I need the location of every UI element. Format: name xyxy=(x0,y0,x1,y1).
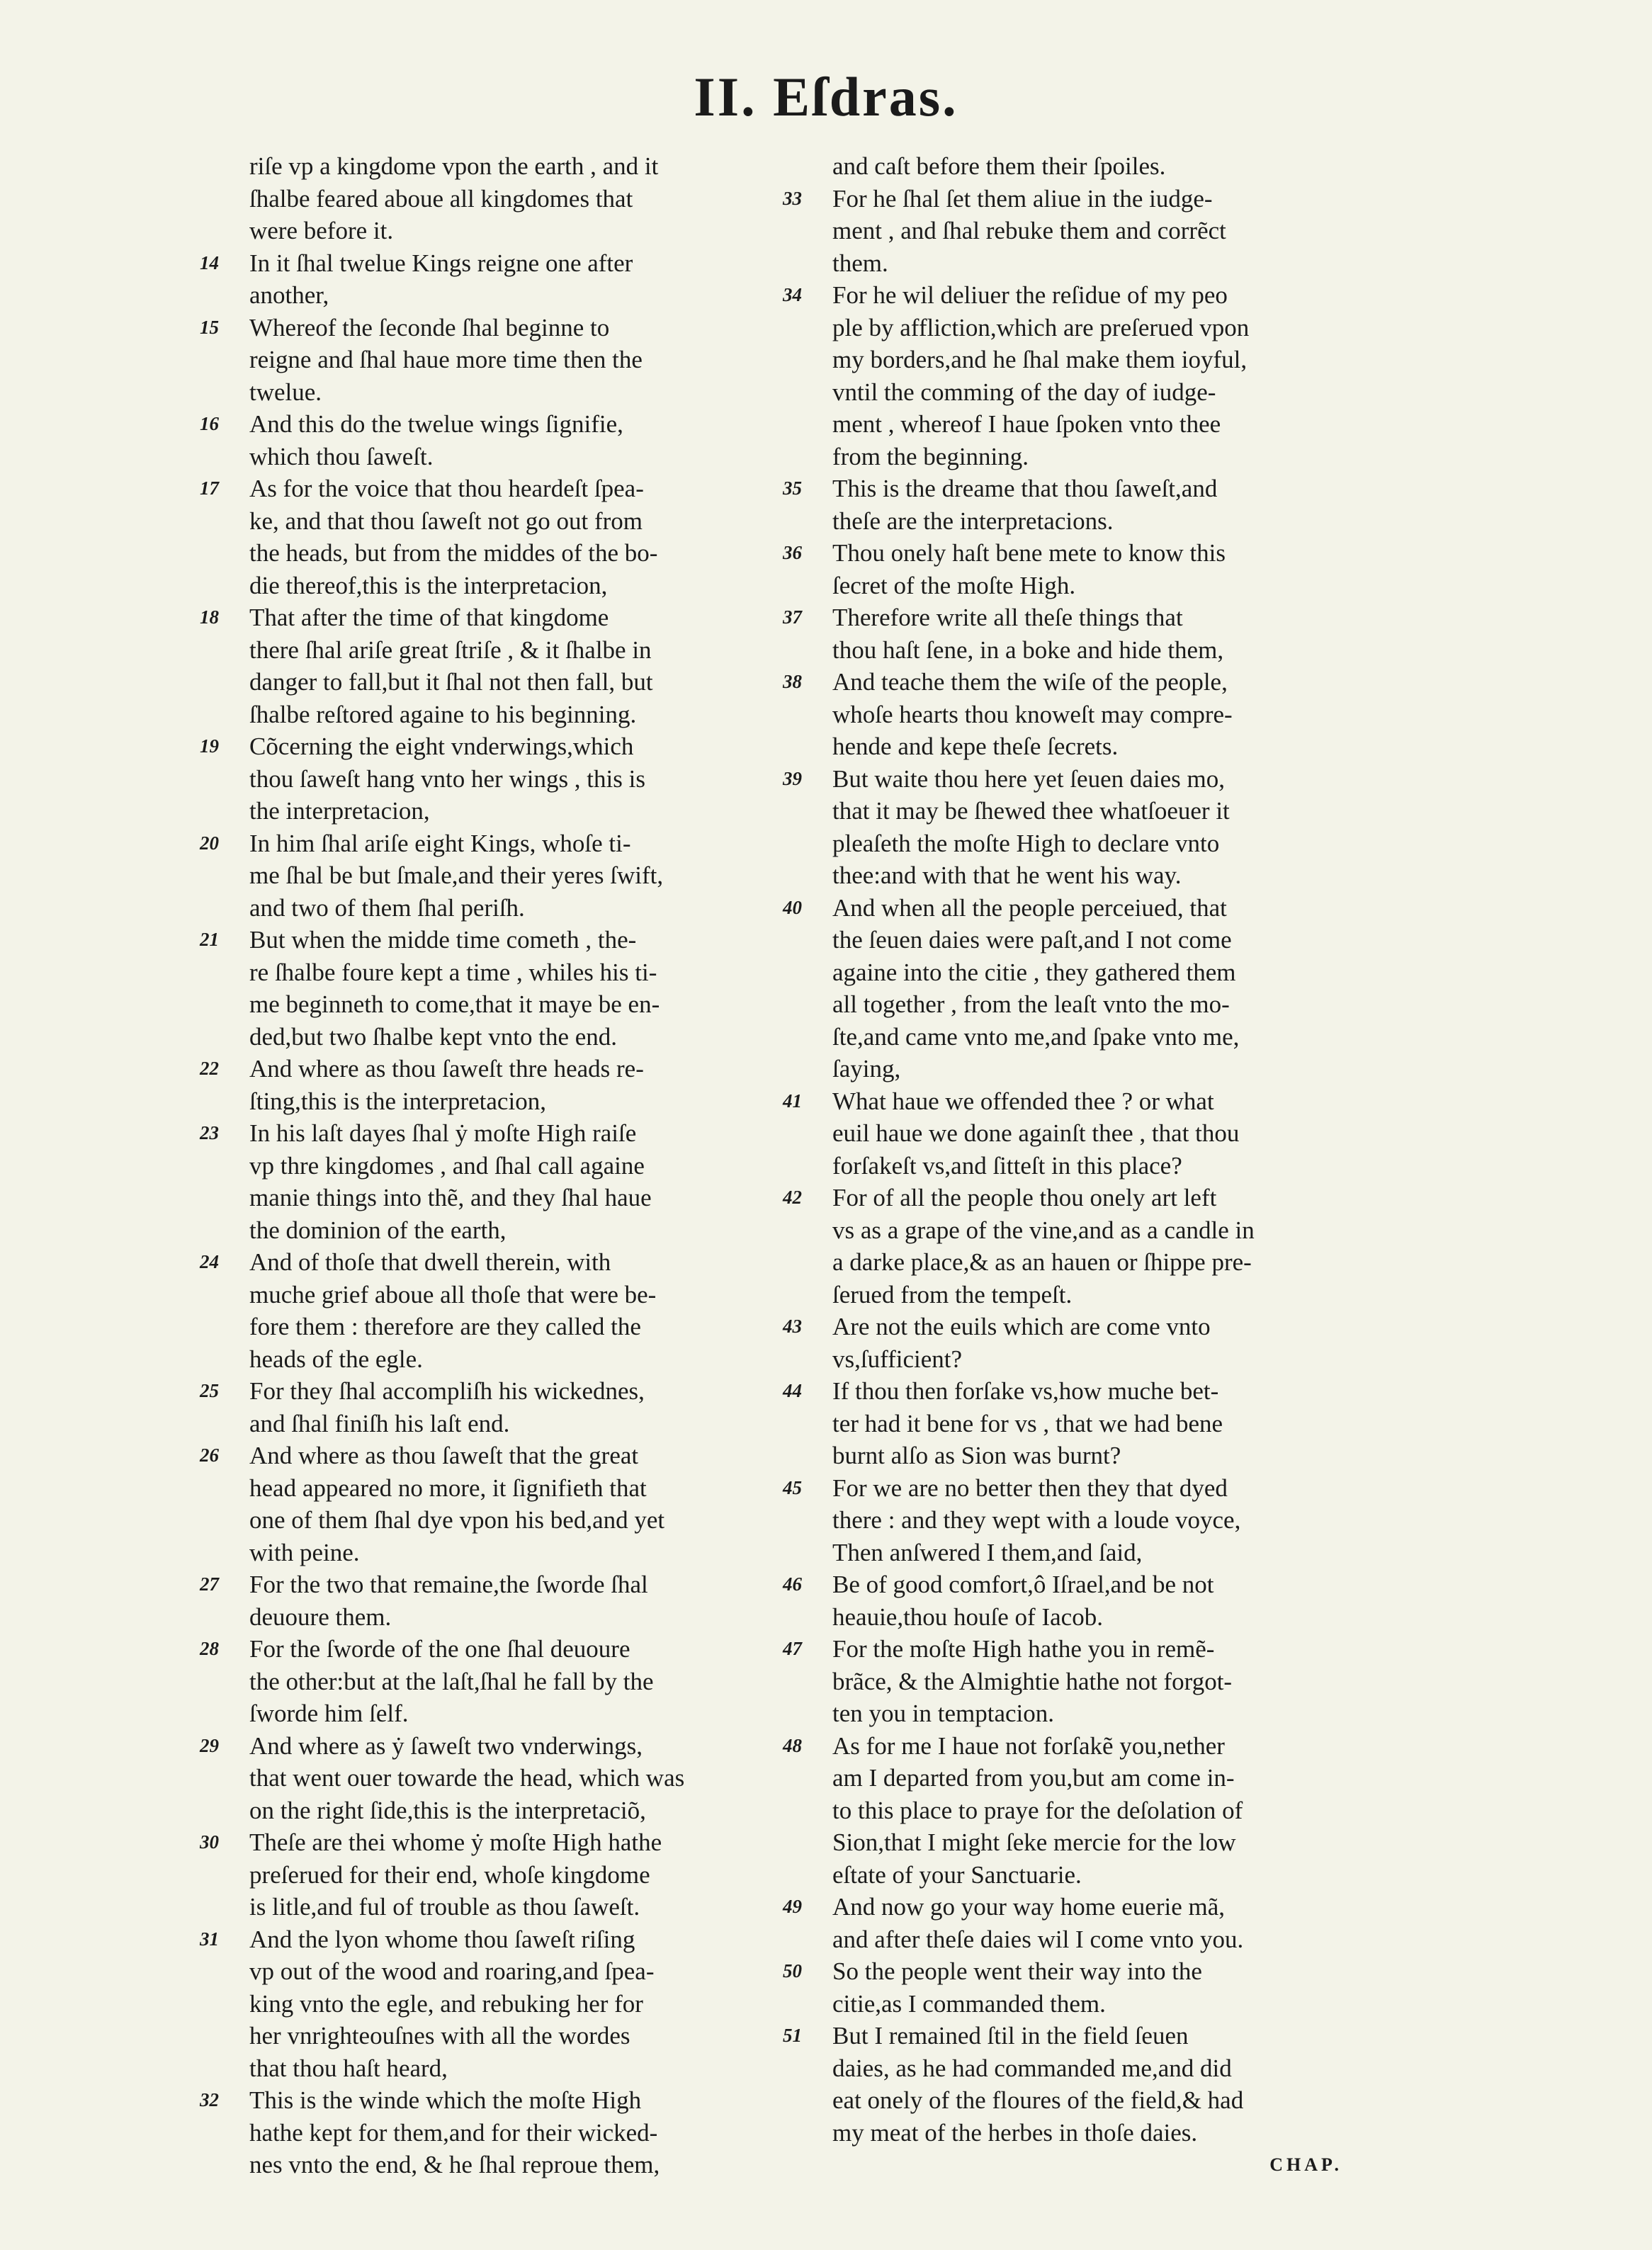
text-line xyxy=(783,312,1342,344)
text-line xyxy=(783,1568,1342,1601)
line-text: daies, as he had commanded me,and did xyxy=(832,2054,1232,2082)
text-line xyxy=(200,1311,759,1343)
line-text: danger to fall,but it ſhal not then fall, but xyxy=(249,668,653,696)
line-text: hende and kepe theſe ſecrets. xyxy=(832,733,1119,760)
line-text: pleaſeth the moſte High to declare vnto xyxy=(832,829,1220,857)
line-text: burnt alſo as Sion was burnt? xyxy=(832,1442,1121,1469)
line-text: there : and they wept with a loude voyce, xyxy=(832,1506,1241,1534)
line-text: my borders,and he ſhal make them ioyful, xyxy=(832,346,1248,373)
text-line xyxy=(200,988,759,1021)
line-text: What haue we offended thee ? or what xyxy=(832,1087,1214,1115)
verse-number: 31 xyxy=(200,1928,219,1950)
line-text: And where as thou ſaweſt thre heads re- xyxy=(249,1055,644,1082)
verse-number: 33 xyxy=(783,187,802,209)
text-line xyxy=(783,956,1342,989)
text-line xyxy=(783,247,1342,280)
line-text: heauie,thou houſe of Iacob. xyxy=(832,1602,1103,1631)
line-text: ſerued from the tempeſt. xyxy=(832,1280,1073,1308)
line-text: forſakeſt vs,and ſitteſt in this place? xyxy=(832,1151,1182,1180)
line-text: eſtate of your Sanctuarie. xyxy=(832,1860,1082,1889)
text-line xyxy=(783,1311,1342,1343)
line-text: ſting,this is the interpretacion, xyxy=(249,1087,546,1115)
text-line xyxy=(783,827,1342,860)
text-line xyxy=(783,1085,1342,1118)
line-text: And the lyon whome thou ſaweſt riſing xyxy=(249,1925,635,1953)
text-line xyxy=(200,1568,759,1601)
text-line xyxy=(783,1826,1342,1859)
text-line xyxy=(200,1246,759,1279)
line-text: For they ſhal accompliſh his wickednes, xyxy=(249,1377,645,1405)
line-text: Therefore write all theſe things that xyxy=(832,604,1183,631)
line-text: is litle,and ful of trouble as thou ſaweſt. xyxy=(249,1893,640,1921)
text-line xyxy=(783,634,1342,667)
text-line xyxy=(200,1214,759,1247)
line-text: my meat of the herbes in thoſe daies. xyxy=(832,2118,1198,2147)
text-line xyxy=(783,1440,1342,1472)
text-line xyxy=(783,924,1342,956)
text-line xyxy=(200,634,759,667)
line-text: heads of the egle. xyxy=(249,1345,423,1373)
text-line xyxy=(200,1440,759,1472)
line-text: muche grief aboue all thoſe that were be- xyxy=(249,1280,657,1308)
text-line xyxy=(200,183,759,215)
text-line xyxy=(200,827,759,860)
line-text: thou haſt ſene, in a boke and hide them, xyxy=(832,635,1224,664)
text-line xyxy=(200,956,759,989)
line-text: For the two that remaine,the ſworde ſhal xyxy=(249,1571,648,1598)
text-line xyxy=(783,279,1342,312)
text-line xyxy=(200,1891,759,1923)
line-text: And teache them the wiſe of the people, xyxy=(832,668,1228,696)
text-line xyxy=(200,150,759,183)
verse-number: 16 xyxy=(200,413,219,434)
line-text: thee:and with that he went his way. xyxy=(832,861,1182,889)
line-text: euil haue we done againſt thee , that thou xyxy=(832,1119,1240,1147)
line-text: And where as thou ſaweſt that the great xyxy=(249,1442,639,1469)
text-line xyxy=(783,730,1342,763)
catchword: CHAP. xyxy=(1269,2154,1342,2175)
text-line xyxy=(783,1923,1342,1956)
line-text: vs,ſufficient? xyxy=(832,1345,963,1373)
verse-number: 30 xyxy=(200,1831,219,1853)
text-line xyxy=(200,505,759,538)
line-text: ter had it bene for vs , that we had bene xyxy=(832,1409,1223,1437)
line-text: vp thre kingdomes , and ſhal call againe xyxy=(249,1151,645,1180)
text-line xyxy=(200,730,759,763)
text-line xyxy=(200,1408,759,1440)
line-text: twelue. xyxy=(249,378,322,406)
line-text: ſecret of the moſte High. xyxy=(832,571,1076,599)
line-text: whoſe hearts thou knoweſt may compre- xyxy=(832,700,1233,728)
line-text: fore them : therefore are they called the xyxy=(249,1313,641,1340)
verse-number: 46 xyxy=(783,1573,802,1595)
verse-number: 47 xyxy=(783,1638,802,1659)
line-text: and caſt before them their ſpoiles. xyxy=(832,152,1166,180)
line-text: all together , from the leaſt vnto the mo- xyxy=(832,990,1230,1018)
text-line xyxy=(200,408,759,441)
line-text: deuoure them. xyxy=(249,1602,392,1631)
verse-number: 22 xyxy=(200,1058,219,1079)
verse-number: 45 xyxy=(783,1476,802,1498)
line-text: Whereof the ſeconde ſhal beginne to xyxy=(249,313,610,341)
verse-number: 20 xyxy=(200,832,219,854)
text-line xyxy=(783,570,1342,602)
text-line xyxy=(200,1504,759,1537)
verse-number: 49 xyxy=(783,1896,802,1917)
text-line xyxy=(783,183,1342,215)
line-text: that thou haſt heard, xyxy=(249,2054,448,2082)
line-text: theſe are the interpretacions. xyxy=(832,507,1114,535)
page-title: II. Eſdras. xyxy=(694,66,958,128)
verse-number: 24 xyxy=(200,1251,219,1272)
text-line xyxy=(783,408,1342,441)
line-text: me beginneth to come,that it maye be en- xyxy=(249,990,660,1018)
text-line xyxy=(200,312,759,344)
line-text: For the moſte High hathe you in remẽ- xyxy=(832,1635,1215,1663)
verse-number: 25 xyxy=(200,1380,219,1401)
line-text: riſe vp a kingdome vpon the earth , and it xyxy=(249,152,659,180)
line-text: vs as a grape of the vine,and as a candle in xyxy=(832,1216,1255,1244)
right-column xyxy=(783,150,1342,2181)
line-text: Are not the euils which are come vnto xyxy=(832,1313,1211,1340)
text-line xyxy=(200,473,759,505)
text-line xyxy=(783,892,1342,925)
text-line xyxy=(783,1762,1342,1794)
verse-number: 21 xyxy=(200,929,219,950)
verse-number: 51 xyxy=(783,2025,802,2046)
line-text: As for the voice that thou heardeſt ſpea- xyxy=(249,475,644,502)
text-line xyxy=(200,1730,759,1763)
verse-number: 19 xyxy=(200,735,219,757)
line-text: nes vnto the end, & he ſhal reproue them, xyxy=(249,2151,660,2178)
text-line xyxy=(200,1021,759,1053)
verse-number: 14 xyxy=(200,251,219,273)
verse-number: 40 xyxy=(783,896,802,918)
verse-number: 28 xyxy=(200,1638,219,1659)
text-line xyxy=(783,859,1342,892)
text-line xyxy=(200,1697,759,1730)
line-text: As for me I haue not forſakẽ you,nether xyxy=(832,1731,1225,1760)
line-text: die thereof,this is the interpretacion, xyxy=(249,571,608,599)
text-line xyxy=(783,763,1342,796)
verse-number: 36 xyxy=(783,542,802,563)
text-line xyxy=(783,1117,1342,1150)
line-text: manie things into thẽ, and they ſhal haue xyxy=(249,1184,652,1211)
text-line xyxy=(783,1666,1342,1698)
text-line xyxy=(200,1988,759,2020)
text-line xyxy=(783,150,1342,183)
verse-number: 35 xyxy=(783,477,802,499)
text-line xyxy=(783,215,1342,247)
line-text: In his laſt dayes ſhal ẏ moſte High raiſe xyxy=(249,1119,637,1147)
text-line xyxy=(200,795,759,827)
text-line xyxy=(200,1537,759,1569)
text-line xyxy=(783,1697,1342,1730)
text-line xyxy=(200,666,759,699)
line-text: preſerued for their end, whoſe kingdome xyxy=(249,1860,650,1889)
line-text: re ſhalbe foure kept a time , whiles his ti- xyxy=(249,958,657,986)
text-line xyxy=(200,1666,759,1698)
text-line xyxy=(200,1343,759,1376)
text-line xyxy=(783,505,1342,538)
line-text: Be of good comfort,ô Iſrael,and be not xyxy=(832,1571,1214,1598)
line-text: And of thoſe that dwell therein, with xyxy=(249,1248,611,1276)
verse-number: 23 xyxy=(200,1122,219,1143)
line-text: am I departed from you,but am come in- xyxy=(832,1764,1235,1792)
text-line xyxy=(200,279,759,312)
line-text: ſworde him ſelf. xyxy=(249,1700,409,1727)
text-line xyxy=(200,441,759,473)
text-line xyxy=(783,1633,1342,1666)
line-text: And now go your way home euerie mã, xyxy=(832,1893,1226,1921)
text-line xyxy=(200,859,759,892)
line-text: vp out of the wood and roaring,and ſpea- xyxy=(249,1957,655,1985)
line-text: there ſhal ariſe great ſtriſe , & it ſhalbe in xyxy=(249,635,652,664)
line-text: ple by affliction,which are preſerued vpon xyxy=(832,313,1250,341)
verse-number: 32 xyxy=(200,2089,219,2110)
line-text: ke, and that thou ſaweſt not go out from xyxy=(249,507,643,535)
line-text: and after theſe daies wil I come vnto you. xyxy=(832,1925,1244,1953)
line-text: Then anſwered I them,and ſaid, xyxy=(832,1538,1143,1566)
verse-number: 27 xyxy=(200,1573,219,1595)
text-line xyxy=(200,2117,759,2149)
line-text: againe into the citie , they gathered them xyxy=(832,958,1236,986)
line-text: If thou then forſake vs,how muche bet- xyxy=(832,1377,1219,1405)
line-text: the ſeuen daies were paſt,and I not come xyxy=(832,926,1232,954)
verse-number: 44 xyxy=(783,1380,802,1401)
text-line xyxy=(783,1053,1342,1085)
line-text: That after the time of that kingdome xyxy=(249,604,609,631)
verse-number: 26 xyxy=(200,1445,219,1466)
text-line xyxy=(200,699,759,731)
text-line xyxy=(200,215,759,247)
text-line xyxy=(783,988,1342,1021)
line-text: the heads, but from the middes of the bo- xyxy=(249,539,658,567)
text-line xyxy=(783,1504,1342,1537)
line-text: ſhalbe feared aboue all kingdomes that xyxy=(249,184,633,213)
verse-number: 38 xyxy=(783,671,802,692)
verse-number: 37 xyxy=(783,606,802,628)
line-text: the dominion of the earth, xyxy=(249,1216,507,1244)
verse-number: 43 xyxy=(783,1316,802,1337)
text-line xyxy=(200,1794,759,1827)
left-column xyxy=(200,150,759,2181)
verse-number: 34 xyxy=(783,284,802,305)
line-text: and two of them ſhal periſh. xyxy=(249,893,525,922)
line-text: head appeared no more, it ſignifieth that xyxy=(249,1474,647,1502)
line-text: her vnrighteouſnes with all the wordes xyxy=(249,2022,630,2050)
verse-number: 41 xyxy=(783,1090,802,1112)
line-text: that went ouer towarde the head, which was xyxy=(249,1764,685,1792)
text-line xyxy=(783,1214,1342,1247)
text-line xyxy=(200,1826,759,1859)
line-text: ſhalbe reſtored againe to his beginning. xyxy=(249,700,637,728)
line-text: But waite thou here yet ſeuen daies mo, xyxy=(832,764,1226,793)
text-line xyxy=(783,1408,1342,1440)
text-line xyxy=(783,441,1342,473)
text-line xyxy=(783,2020,1342,2052)
text-line xyxy=(783,1021,1342,1053)
line-text: them. xyxy=(832,249,888,277)
text-line xyxy=(200,1182,759,1214)
text-line xyxy=(200,1923,759,1956)
line-text: ten you in temptacion. xyxy=(832,1700,1054,1727)
line-text: and ſhal finiſh his laſt end. xyxy=(249,1409,510,1437)
line-text: the interpretacion, xyxy=(249,797,430,825)
line-text: ſte,and came vnto me,and ſpake vnto me, xyxy=(832,1022,1240,1051)
text-line xyxy=(783,1150,1342,1182)
line-text: me ſhal be but ſmale,and their yeres ſwift, xyxy=(249,861,664,889)
line-text: But I remained ſtil in the field ſeuen xyxy=(832,2022,1189,2050)
verse-number: 42 xyxy=(783,1187,802,1208)
text-line xyxy=(200,763,759,796)
text-line xyxy=(783,1859,1342,1892)
line-text: another, xyxy=(249,281,329,309)
line-text: But when the midde time cometh , the- xyxy=(249,926,637,954)
text-line xyxy=(200,1762,759,1794)
line-text: And when all the people perceiued, that xyxy=(832,893,1227,922)
text-line xyxy=(783,699,1342,731)
line-text: eat onely of the floures of the field,& had xyxy=(832,2086,1244,2114)
line-text: In it ſhal twelue Kings reigne one after xyxy=(249,249,633,277)
line-text: to this place to praye for the deſolation of xyxy=(832,1796,1243,1824)
text-line xyxy=(783,2084,1342,2117)
text-line xyxy=(200,537,759,570)
verse-number: 17 xyxy=(200,477,219,499)
line-text: And this do the twelue wings ſignifie, xyxy=(249,410,623,438)
text-line xyxy=(783,666,1342,699)
line-text: that it may be ſhewed thee whatſoeuer it xyxy=(832,797,1230,825)
line-text: thou ſaweſt hang vnto her wings , this is xyxy=(249,764,645,793)
line-text: on the right ſide,this is the interpretaciõ, xyxy=(249,1796,646,1824)
text-line xyxy=(783,1375,1342,1408)
text-line xyxy=(783,1182,1342,1214)
line-text: This is the winde which the moſte High xyxy=(249,2086,642,2114)
text-line xyxy=(200,1085,759,1118)
line-text: a darke place,& as an hauen or ſhippe pre- xyxy=(832,1248,1252,1276)
line-text: reigne and ſhal haue more time then the xyxy=(249,346,643,373)
line-text: from the beginning. xyxy=(832,442,1029,470)
text-line xyxy=(783,1343,1342,1376)
line-text: hathe kept for them,and for their wicked- xyxy=(249,2118,658,2147)
text-line xyxy=(200,1472,759,1505)
text-line xyxy=(783,601,1342,634)
text-line xyxy=(200,1117,759,1150)
text-line xyxy=(200,1279,759,1311)
text-line xyxy=(200,1150,759,1182)
verse-number: 15 xyxy=(200,316,219,338)
line-text: ment , whereof I haue ſpoken vnto thee xyxy=(832,410,1221,438)
line-text: ment , and ſhal rebuke them and corrẽct xyxy=(832,217,1226,244)
text-line xyxy=(783,376,1342,409)
line-text: king vnto the egle, and rebuking her for xyxy=(249,1989,643,2018)
verse-number: 18 xyxy=(200,606,219,628)
line-text: For the ſworde of the one ſhal deuoure xyxy=(249,1635,630,1663)
line-text: And where as ẏ ſaweſt two vnderwings, xyxy=(249,1731,643,1760)
verse-number: 39 xyxy=(783,767,802,789)
line-text: vntil the comming of the day of iudge- xyxy=(832,378,1216,406)
verse-number: 48 xyxy=(783,1734,802,1756)
verse-number: 29 xyxy=(200,1734,219,1756)
line-text: were before it. xyxy=(249,217,394,244)
text-line xyxy=(200,892,759,925)
line-text: the other:but at the laſt,ſhal he fall by the xyxy=(249,1667,654,1695)
line-text: brãce, & the Almightie hathe not forgot- xyxy=(832,1667,1233,1695)
text-line xyxy=(200,1633,759,1666)
text-line xyxy=(783,1472,1342,1505)
line-text: So the people went their way into the xyxy=(832,1957,1202,1985)
text-line xyxy=(200,1375,759,1408)
line-text: For he wil deliuer the reſidue of my peo xyxy=(832,281,1228,309)
line-text: citie,as I commanded them. xyxy=(832,1989,1106,2018)
text-line xyxy=(200,924,759,956)
line-text: For we are no better then they that dyed xyxy=(832,1474,1228,1502)
text-line xyxy=(200,1955,759,1988)
text-line xyxy=(783,344,1342,376)
text-line xyxy=(783,1730,1342,1763)
text-line xyxy=(783,1794,1342,1827)
text-line xyxy=(783,2117,1342,2149)
text-line xyxy=(200,601,759,634)
text-line xyxy=(200,570,759,602)
line-text: with peine. xyxy=(249,1538,360,1566)
text-line xyxy=(783,795,1342,827)
text-line xyxy=(200,1053,759,1085)
text-line xyxy=(200,376,759,409)
text-line xyxy=(783,537,1342,570)
text-line xyxy=(783,1601,1342,1634)
text-line xyxy=(783,1955,1342,1988)
text-line xyxy=(200,247,759,280)
text-line xyxy=(783,1279,1342,1311)
text-line xyxy=(200,1601,759,1634)
line-text: ſaying, xyxy=(832,1055,901,1082)
line-text: one of them ſhal dye vpon his bed,and yet xyxy=(249,1506,665,1534)
line-text: which thou ſaweſt. xyxy=(249,442,434,470)
line-text: Cõcerning the eight vnderwings,which xyxy=(249,733,634,760)
line-text: Sion,that I might ſeke mercie for the low xyxy=(832,1828,1236,1856)
text-line xyxy=(783,1537,1342,1569)
text-line xyxy=(783,473,1342,505)
line-text: For he ſhal ſet them aliue in the iudge- xyxy=(832,184,1213,213)
text-line xyxy=(200,2052,759,2085)
text-line xyxy=(783,1891,1342,1923)
verse-number: 50 xyxy=(783,1960,802,1982)
text-line xyxy=(200,2149,759,2181)
text-line xyxy=(783,1246,1342,1279)
line-text: Theſe are thei whome ẏ moſte High hathe xyxy=(249,1828,662,1856)
line-text: For of all the people thou onely art left xyxy=(832,1184,1217,1211)
line-text: Thou onely haſt bene mete to know this xyxy=(832,539,1226,567)
text-line xyxy=(200,2020,759,2052)
line-text: In him ſhal ariſe eight Kings, whoſe ti- xyxy=(249,829,631,857)
text-line xyxy=(783,1988,1342,2020)
line-text: This is the dreame that thou ſaweſt,and xyxy=(832,475,1218,502)
text-line xyxy=(200,1859,759,1892)
text-line xyxy=(200,2084,759,2117)
line-text: ded,but two ſhalbe kept vnto the end. xyxy=(249,1022,618,1051)
text-line xyxy=(783,2052,1342,2085)
text-line xyxy=(200,344,759,376)
